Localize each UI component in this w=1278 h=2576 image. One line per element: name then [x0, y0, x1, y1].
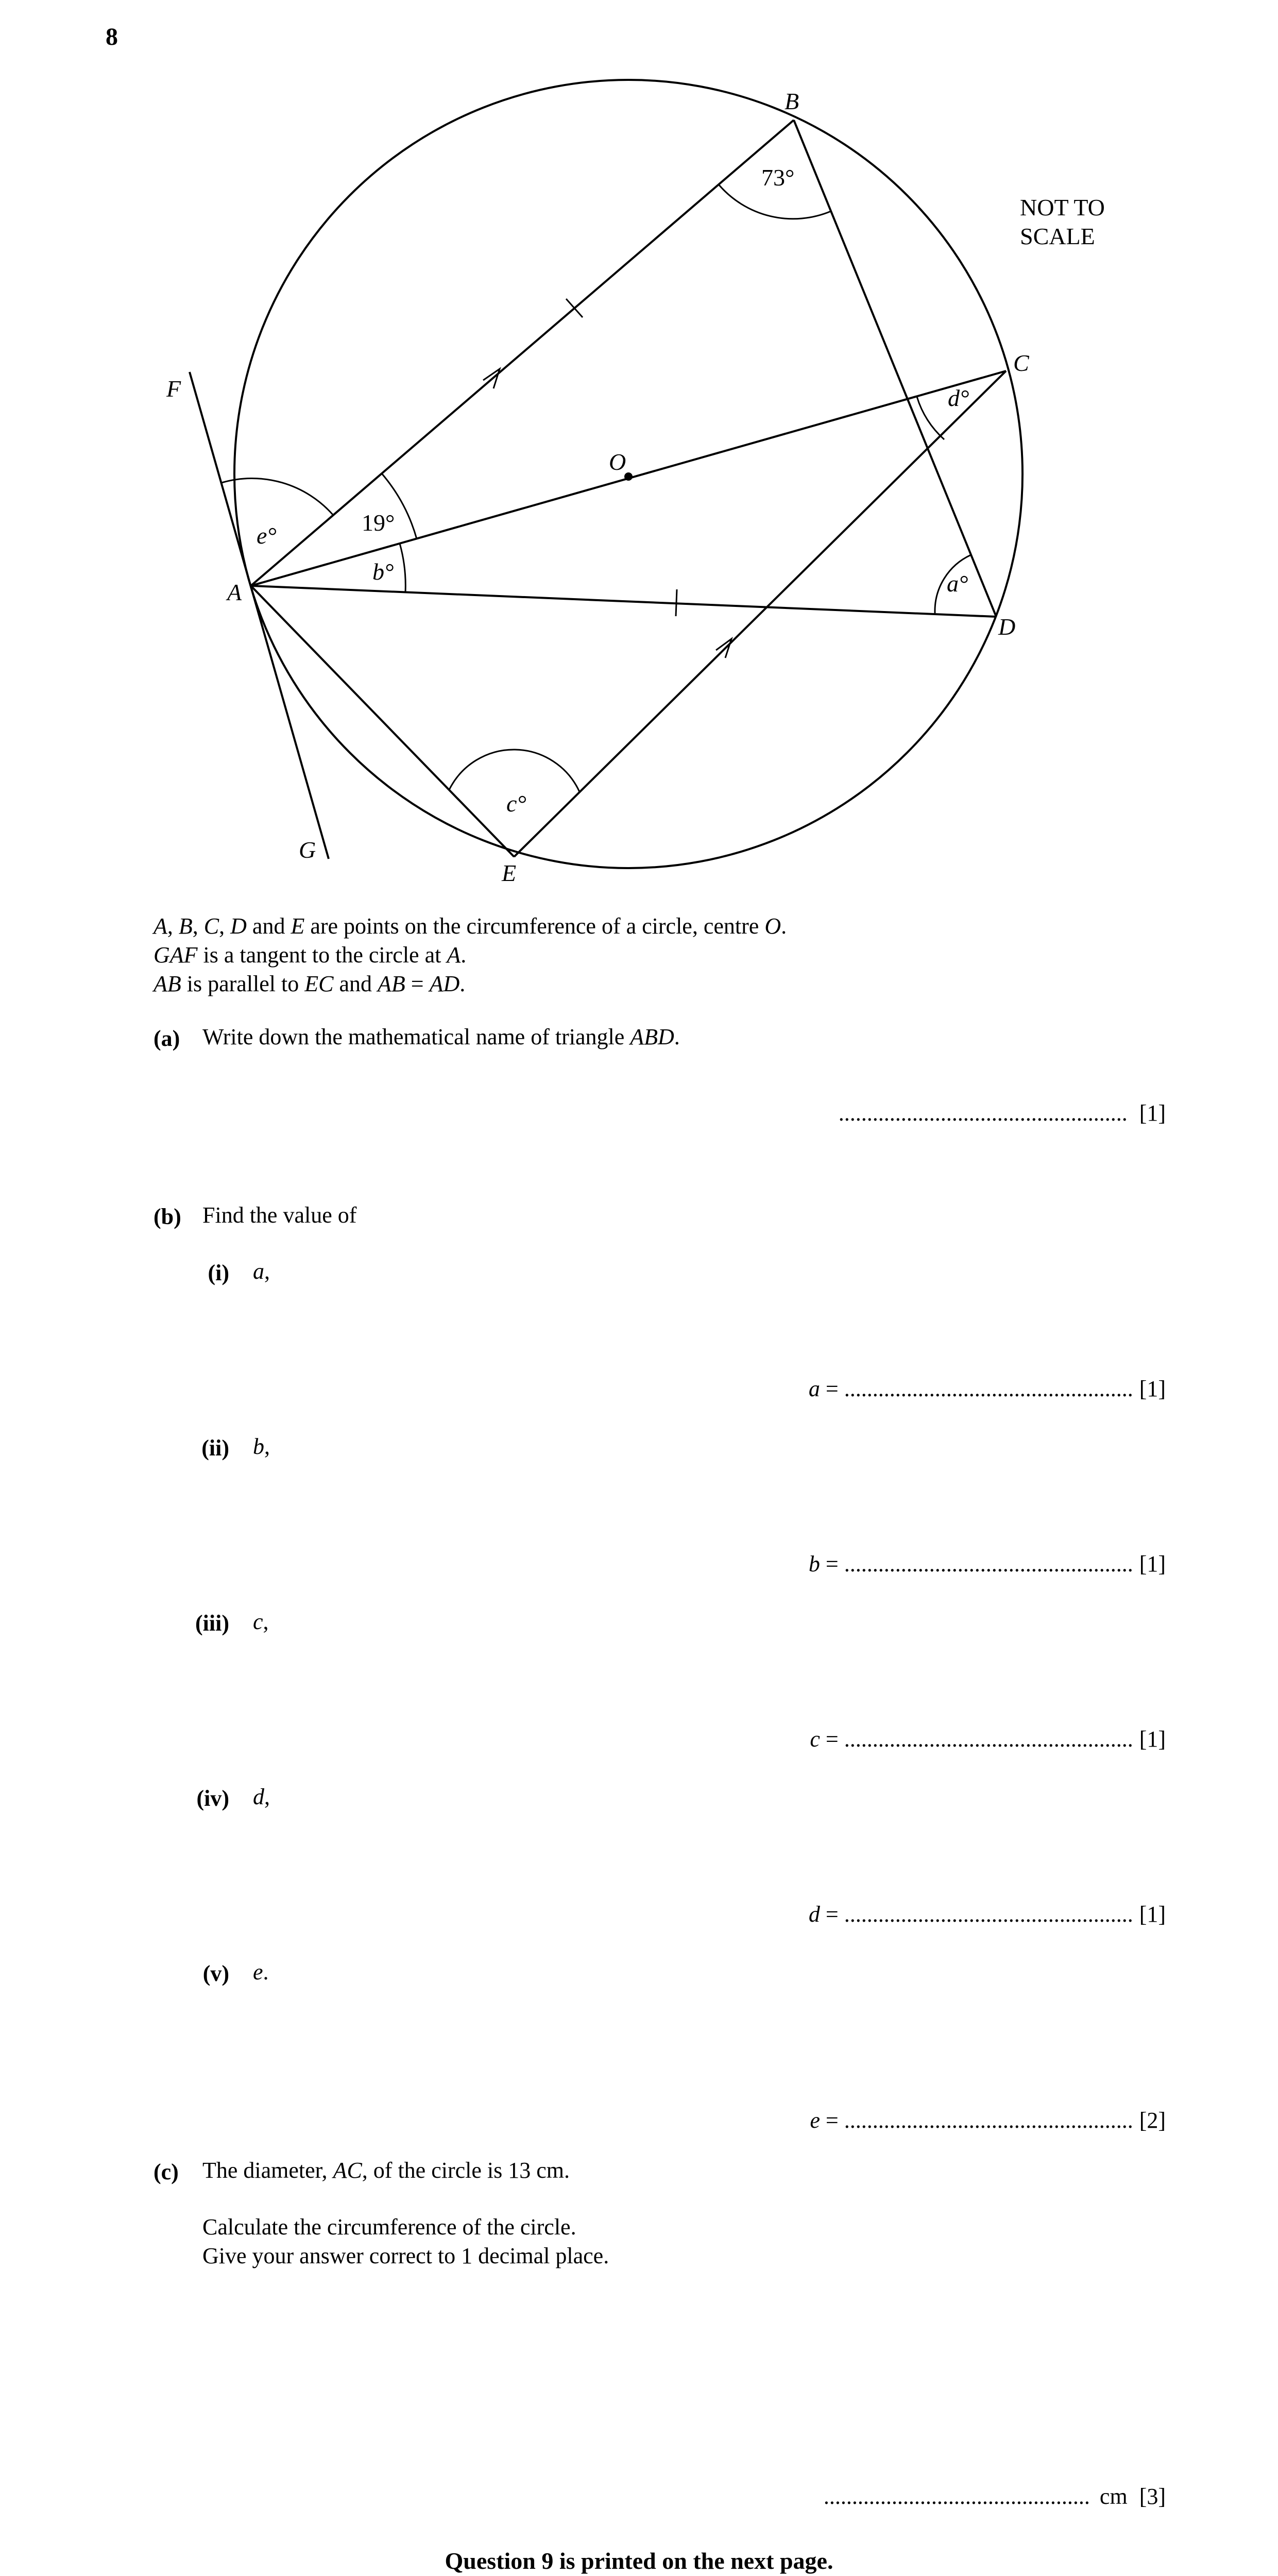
- answer-dots: ...................................................: [844, 1376, 1133, 1401]
- intro-run: EC: [304, 971, 334, 996]
- answer-var: a: [808, 1376, 820, 1401]
- answer-dots: ...................................................: [844, 1726, 1133, 1752]
- intro-run: and: [246, 913, 291, 939]
- angle-19: 19°: [362, 510, 395, 536]
- angle-e: e°: [257, 522, 277, 549]
- arc-angle-c: [449, 750, 580, 792]
- line-BD: [794, 120, 996, 617]
- intro-run: O: [764, 913, 781, 939]
- angle-a: a°: [947, 570, 968, 597]
- part-b-item-punct: .: [263, 1959, 269, 1985]
- answer-var: b: [808, 1551, 820, 1577]
- label-A: A: [227, 579, 242, 605]
- label-C: C: [1013, 350, 1029, 376]
- part-a-answer-line[interactable]: [839, 1100, 1166, 1126]
- intro-run: AB: [378, 971, 405, 996]
- part-b-item-punct: ,: [264, 1434, 270, 1459]
- answer-equals: =: [820, 1726, 844, 1752]
- answer-marks: [2]: [1139, 2108, 1166, 2133]
- part-b-item-punct: ,: [263, 1609, 269, 1634]
- not-to-scale-line1: NOT TO: [1020, 194, 1105, 221]
- part-b-item-var: a: [253, 1259, 264, 1284]
- tick-AD: [676, 589, 677, 616]
- part-b-item-var: b: [253, 1434, 264, 1459]
- part-b-item-var: c: [253, 1609, 263, 1634]
- answer-equals: =: [820, 1902, 844, 1927]
- arc-angle-e: [221, 478, 333, 515]
- intro-line-3: [154, 970, 787, 998]
- part-a-dots: ...................................................: [838, 1100, 1128, 1126]
- answer-var: e: [810, 2108, 820, 2133]
- intro-run: ,: [167, 913, 179, 939]
- part-b-item-label: (v): [202, 1961, 229, 1986]
- part-b-item-question: [253, 1257, 270, 1286]
- part-b-item-punct: ,: [264, 1784, 270, 1809]
- not-to-scale-line2: SCALE: [1020, 223, 1095, 249]
- label-G: G: [299, 837, 316, 863]
- label-D: D: [998, 614, 1016, 640]
- part-c-dots: ...............................................: [823, 2484, 1090, 2509]
- intro-run: is parallel to: [181, 971, 305, 996]
- answer-marks: [1]: [1139, 1902, 1166, 1927]
- part-a-marks: [1]: [1139, 1100, 1166, 1126]
- part-b-item-question: [253, 1607, 269, 1636]
- intro-line-2: [154, 941, 787, 970]
- intro-run: AB: [154, 971, 181, 996]
- intro-run: .: [781, 913, 787, 939]
- intro-run: and: [333, 971, 378, 996]
- angle-73: 73°: [761, 164, 795, 191]
- label-B: B: [785, 88, 799, 114]
- part-c-line1-var: AC: [333, 2158, 362, 2183]
- part-b-item-punct: ,: [264, 1259, 270, 1284]
- part-c-line1-post: , of the circle is 13 cm.: [362, 2158, 570, 2183]
- part-b-item-label: (ii): [201, 1435, 229, 1461]
- answer-dots: ...................................................: [844, 1551, 1133, 1577]
- answer-marks: [1]: [1139, 1551, 1166, 1577]
- tangent-GAF: [190, 372, 329, 859]
- part-c-answer-line[interactable]: [824, 2483, 1166, 2510]
- part-b-label: (b): [154, 1204, 181, 1229]
- intro-run: .: [459, 971, 466, 996]
- intro-run: ,: [192, 913, 204, 939]
- label-E: E: [502, 860, 517, 886]
- part-b-item-label: (iv): [196, 1786, 229, 1811]
- part-c-label: (c): [154, 2159, 179, 2184]
- part-c-line1: [202, 2156, 570, 2185]
- intro-line-1: [154, 912, 787, 941]
- circle-diagram: [0, 0, 1278, 907]
- part-b-item-answer-line[interactable]: [809, 1551, 1166, 1577]
- intro-run: GAF: [154, 942, 198, 968]
- intro-run: C: [203, 913, 219, 939]
- part-b-item-question: [253, 1958, 269, 1987]
- answer-equals: =: [820, 2108, 844, 2133]
- label-O: O: [609, 449, 626, 475]
- intro-run: AD: [429, 971, 460, 996]
- part-a-label: (a): [154, 1026, 180, 1051]
- intro-run: A: [154, 913, 167, 939]
- part-b-item-label: (i): [208, 1260, 229, 1285]
- intro-run: are points on the circumference of a circle, centre: [304, 913, 765, 939]
- part-c-line1-pre: The diameter,: [202, 2158, 328, 2183]
- answer-marks: [1]: [1139, 1376, 1166, 1401]
- intro-run: E: [291, 913, 305, 939]
- part-b-item-answer-line[interactable]: [810, 2107, 1166, 2133]
- intro-run: D: [230, 913, 247, 939]
- answer-var: d: [808, 1902, 820, 1927]
- part-c-marks: [3]: [1139, 2484, 1166, 2509]
- part-c-line3: Give your answer correct to 1 decimal place.: [202, 2243, 609, 2268]
- line-AD: [251, 586, 996, 617]
- label-F: F: [166, 376, 181, 402]
- answer-dots: ...................................................: [844, 2108, 1133, 2133]
- part-b-item-var: d: [253, 1784, 264, 1809]
- part-b-item-question: [253, 1783, 270, 1811]
- part-a-question: [202, 1023, 680, 1052]
- part-b-item-label: (iii): [195, 1611, 229, 1636]
- part-c-line2: Calculate the circumference of the circle.: [202, 2214, 576, 2240]
- answer-var: c: [810, 1726, 820, 1752]
- angle-b: b°: [372, 558, 394, 585]
- arc-angle-b: [400, 544, 405, 592]
- answer-equals: =: [820, 1376, 844, 1401]
- intro-text: [154, 912, 787, 998]
- answer-dots: ...................................................: [844, 1902, 1133, 1927]
- part-b-item-answer-line[interactable]: [809, 1901, 1166, 1927]
- page-number: 8: [106, 23, 118, 50]
- part-c-unit: cm: [1099, 2484, 1128, 2509]
- intro-run: A: [447, 942, 461, 968]
- part-a-text: Write down the mathematical name of triangle: [202, 1024, 625, 1049]
- intro-run: .: [461, 942, 467, 968]
- part-b-text: Find the value of: [202, 1202, 357, 1228]
- part-b-item-var: e: [253, 1959, 263, 1985]
- intro-run: =: [405, 971, 430, 996]
- intro-run: B: [178, 913, 193, 939]
- part-b-item-question: [253, 1432, 270, 1461]
- angle-c: c°: [506, 790, 526, 817]
- answer-equals: =: [820, 1551, 844, 1577]
- footer-next-page: Question 9 is printed on the next page.: [445, 2548, 833, 2574]
- part-a-var: ABD: [630, 1024, 674, 1049]
- part-b-item-answer-line[interactable]: [810, 1726, 1166, 1752]
- part-b-item-answer-line[interactable]: [809, 1376, 1166, 1402]
- intro-run: is a tangent to the circle at: [197, 942, 447, 968]
- answer-marks: [1]: [1139, 1726, 1166, 1752]
- line-AB: [251, 120, 794, 586]
- part-a-end: .: [674, 1024, 680, 1049]
- intro-run: ,: [219, 913, 231, 939]
- angle-d: d°: [948, 385, 969, 411]
